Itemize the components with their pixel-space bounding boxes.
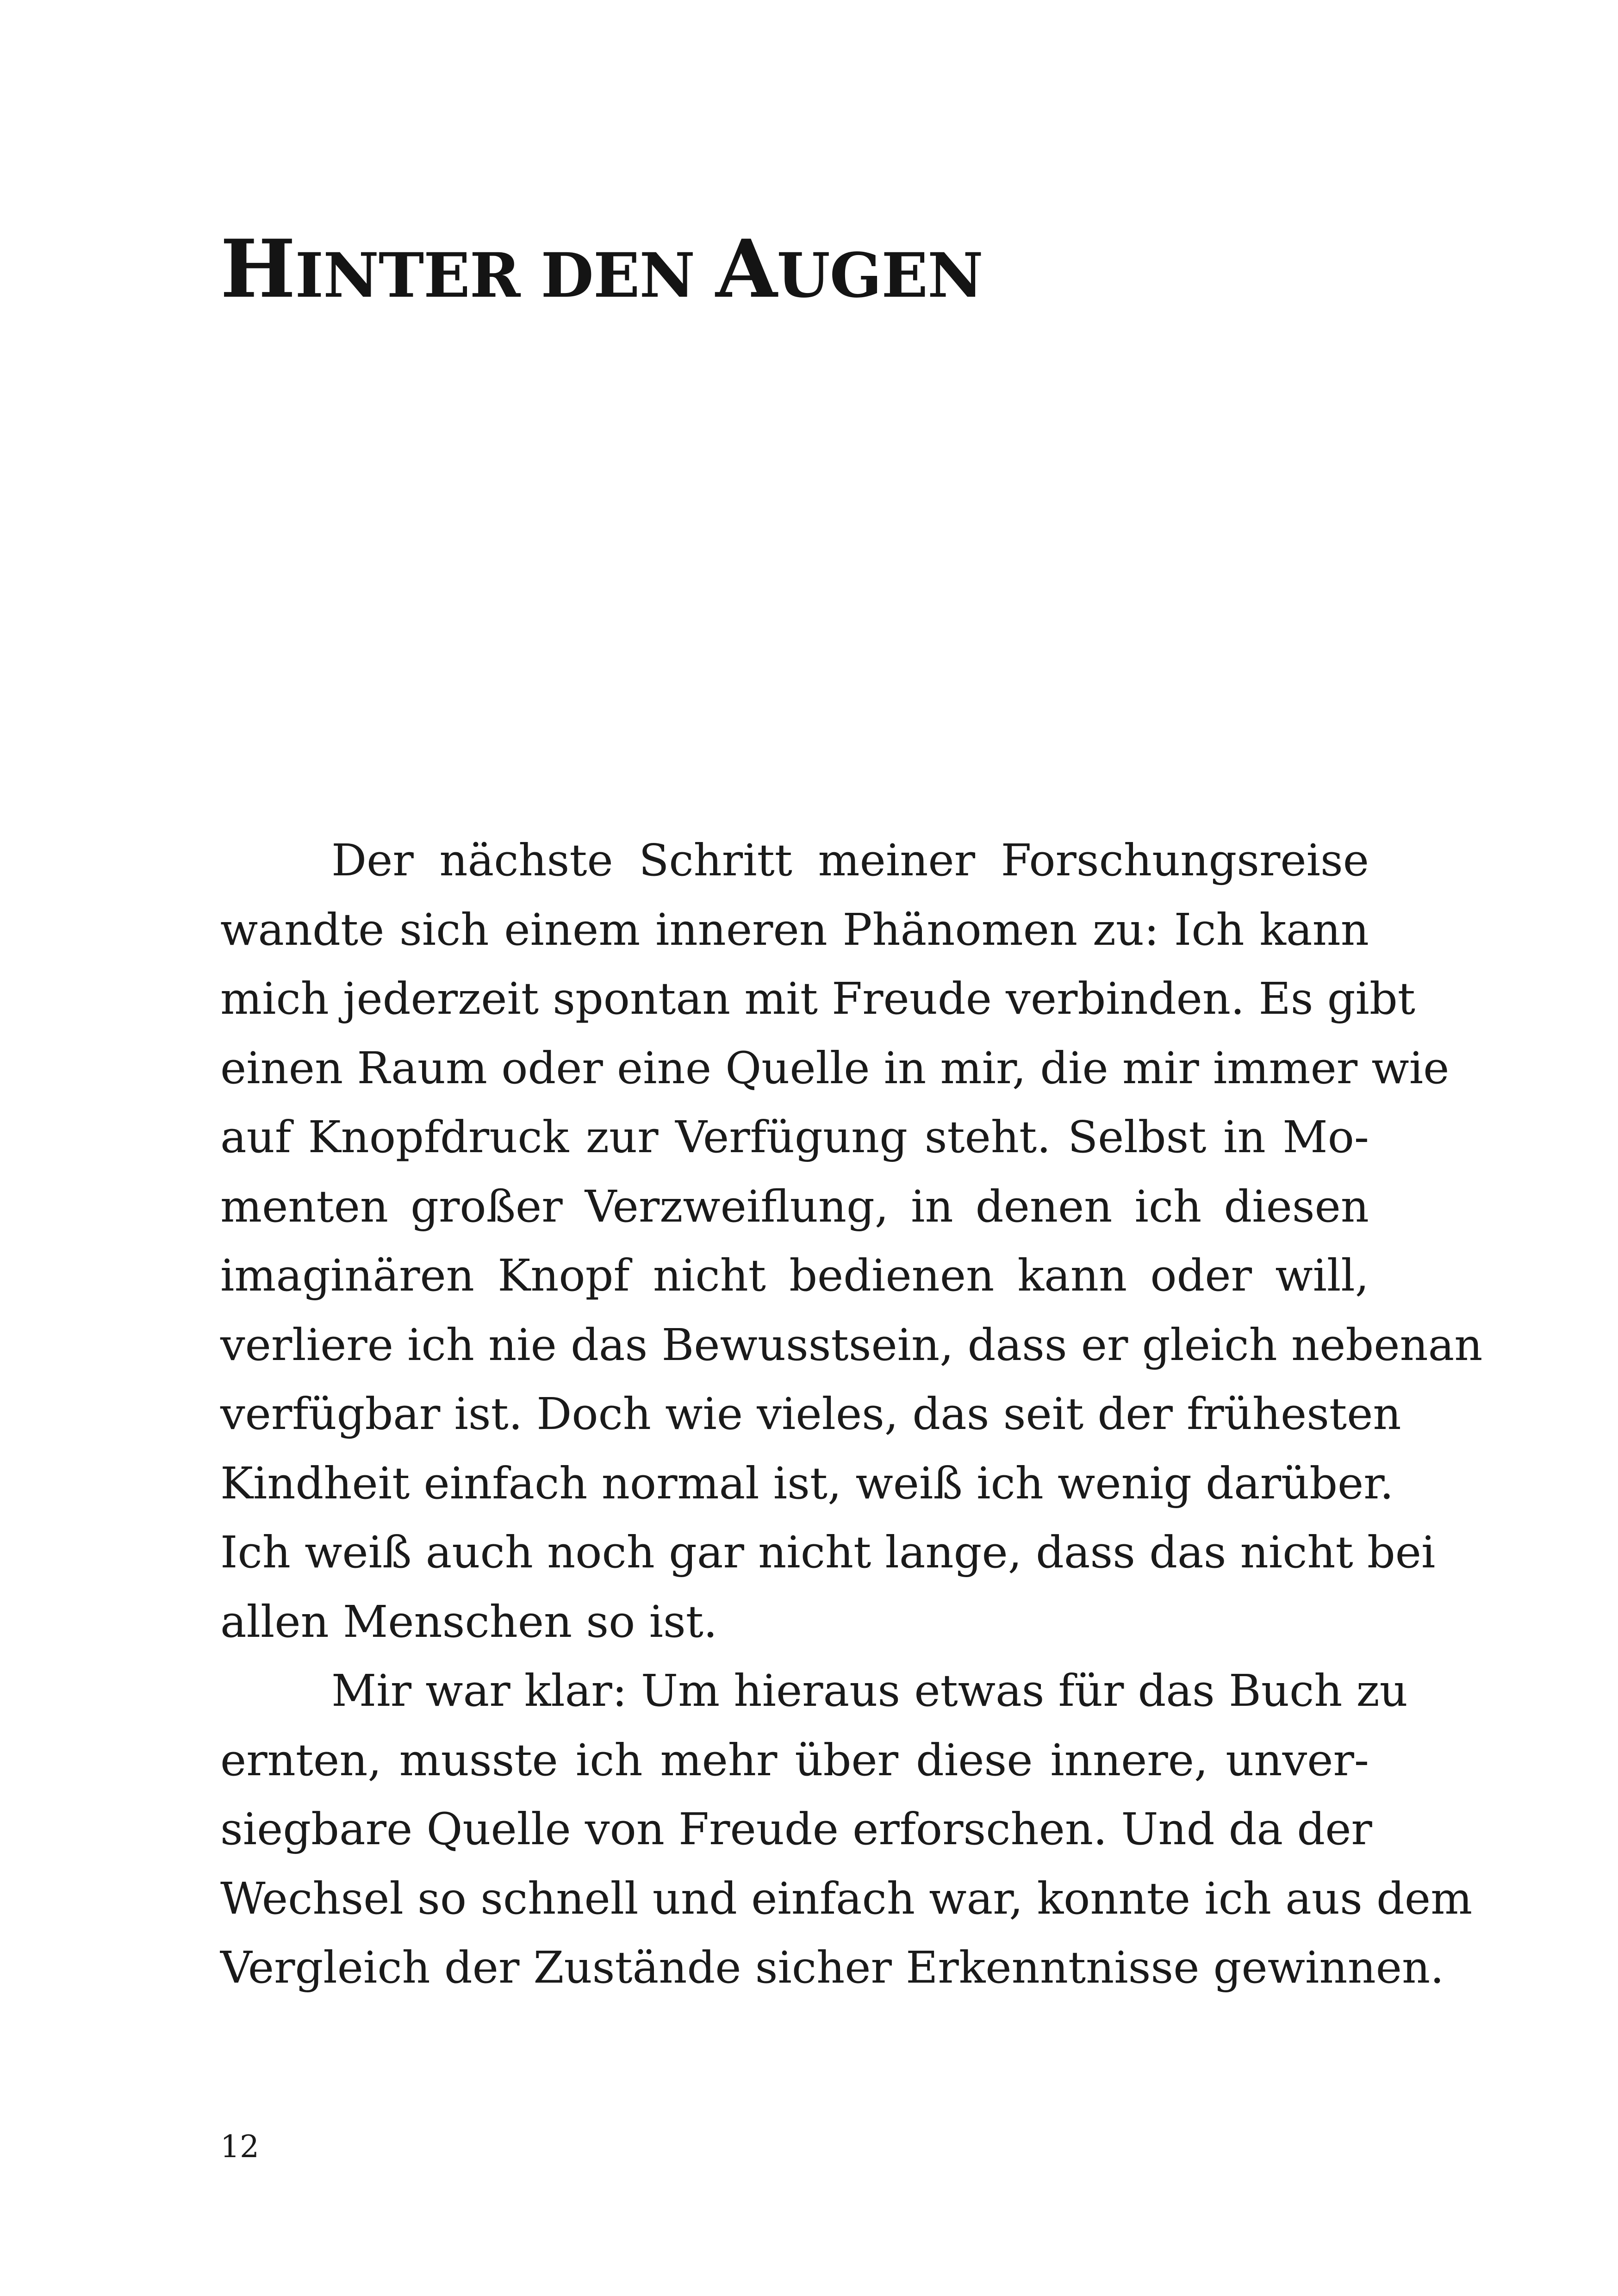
title-initial: H xyxy=(220,222,295,316)
text-line: verfügbar ist. Doch wie vieles, das seit der frühesten xyxy=(220,1389,1401,1440)
text-line: Der nächste Schritt meiner Forschungsreise xyxy=(331,835,1369,886)
title-rest: UGEN xyxy=(777,240,983,312)
text-line: ernten, musste ich mehr über diese innere, unver- xyxy=(220,1734,1369,1786)
text-line: wandte sich einem inneren Phänomen zu: Ich kann xyxy=(220,904,1369,955)
text-line: menten großer Verzweiflung, in denen ich diesen xyxy=(220,1181,1369,1232)
text-line: Vergleich der Zustände sicher Erkenntnisse gewinnen. xyxy=(220,1942,1444,1993)
body-text xyxy=(220,826,1483,2003)
text-line: allen Menschen so ist. xyxy=(220,1596,718,1647)
text-line: einen Raum oder eine Quelle in mir, die mir immer wie xyxy=(220,1042,1450,1094)
title-rest: INTER DEN xyxy=(295,240,716,312)
text-line: Ich weiß auch noch gar nicht lange, dass das nicht bei xyxy=(220,1527,1436,1578)
text-line: verliere ich nie das Bewusstsein, dass er gleich nebenan xyxy=(220,1319,1483,1371)
title-initial: A xyxy=(716,222,777,316)
chapter-title xyxy=(220,222,983,316)
text-line: mich jederzeit spontan mit Freude verbinden. Es gibt xyxy=(220,973,1415,1024)
text-line: imaginären Knopf nicht bedienen kann oder will, xyxy=(220,1250,1369,1301)
text-line: Kindheit einfach normal ist, weiß ich wenig darüber. xyxy=(220,1458,1394,1509)
text-line: Mir war klar: Um hieraus etwas für das Buch zu xyxy=(331,1666,1408,1716)
page-number: 12 xyxy=(220,2129,259,2165)
text-line: Wechsel so schnell und einfach war, konnte ich aus dem xyxy=(220,1873,1473,1924)
text-line: siegbare Quelle von Freude erforschen. Und da der xyxy=(220,1804,1372,1855)
text-line: auf Knopfdruck zur Verfügung steht. Selbst in Mo- xyxy=(220,1112,1369,1163)
